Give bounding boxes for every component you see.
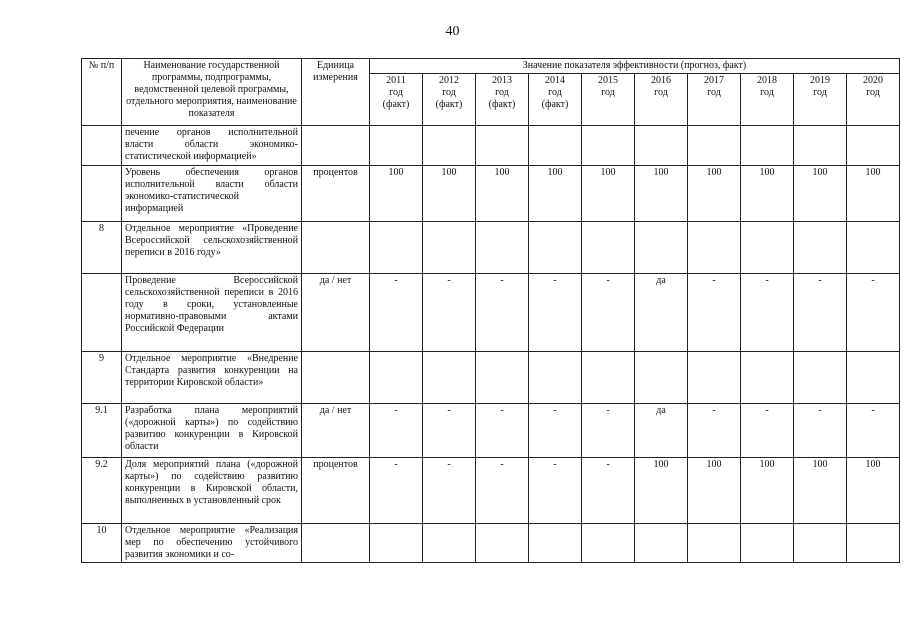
- header-unit: Единица измерения: [302, 59, 370, 126]
- row-number: 9.2: [82, 458, 122, 524]
- header-year-2020: [847, 74, 900, 126]
- row-unit: [302, 524, 370, 563]
- header-year-2016: [635, 74, 688, 126]
- row-value-2015: 100: [582, 166, 635, 222]
- row-value-2020: [847, 222, 900, 274]
- row-value-2020: -: [847, 274, 900, 352]
- header-year-2019: [794, 74, 847, 126]
- header-year-year: 2019: [810, 75, 830, 86]
- row-value-2014: -: [529, 404, 582, 458]
- row-value-2014: -: [529, 458, 582, 524]
- row-value-2020: [847, 126, 900, 166]
- header-year-suffix: год: [495, 87, 509, 98]
- row-value-2013: [476, 126, 529, 166]
- row-value-2014: [529, 126, 582, 166]
- row-value-2020: [847, 524, 900, 563]
- row-value-2019: [794, 352, 847, 404]
- row-number: 8: [82, 222, 122, 274]
- row-value-2016: [635, 352, 688, 404]
- row-value-2018: [741, 222, 794, 274]
- row-value-2012: [423, 352, 476, 404]
- row-value-2013: -: [476, 404, 529, 458]
- row-value-2014: [529, 222, 582, 274]
- header-year-suffix: год: [389, 87, 403, 98]
- row-value-2016: да: [635, 404, 688, 458]
- header-year-suffix: год: [813, 87, 827, 98]
- table-row: [82, 458, 900, 524]
- row-value-2018: 100: [741, 458, 794, 524]
- row-value-2019: 100: [794, 166, 847, 222]
- header-year-year: 2018: [757, 75, 777, 86]
- header-year-year: 2012: [439, 75, 459, 86]
- row-value-2020: [847, 352, 900, 404]
- row-value-2013: 100: [476, 166, 529, 222]
- row-value-2012: [423, 126, 476, 166]
- row-number: 9.1: [82, 404, 122, 458]
- row-value-2018: [741, 126, 794, 166]
- row-value-2018: [741, 352, 794, 404]
- header-year-note: (факт): [488, 99, 516, 110]
- row-value-2011: -: [370, 404, 423, 458]
- header-year-2014: [529, 74, 582, 126]
- table-row: [82, 222, 900, 274]
- header-year-suffix: год: [760, 87, 774, 98]
- row-unit: процентов: [302, 458, 370, 524]
- row-value-2012: 100: [423, 166, 476, 222]
- row-value-2012: -: [423, 458, 476, 524]
- row-unit: [302, 352, 370, 404]
- row-value-2019: -: [794, 274, 847, 352]
- header-year-note: (факт): [435, 99, 463, 110]
- header-year-note: (факт): [541, 99, 569, 110]
- row-name: Отдельное мероприятие «Внедрение Стандарта развития конкуренции на территории Кировской области»: [122, 352, 302, 404]
- row-value-2015: [582, 524, 635, 563]
- row-value-2017: 100: [688, 458, 741, 524]
- row-unit: [302, 126, 370, 166]
- row-unit: процентов: [302, 166, 370, 222]
- row-unit: да / нет: [302, 404, 370, 458]
- header-year-2018: [741, 74, 794, 126]
- row-value-2013: [476, 222, 529, 274]
- row-value-2013: [476, 352, 529, 404]
- row-unit: да / нет: [302, 274, 370, 352]
- row-value-2016: 100: [635, 166, 688, 222]
- row-value-2017: [688, 126, 741, 166]
- row-value-2020: 100: [847, 458, 900, 524]
- row-value-2014: 100: [529, 166, 582, 222]
- row-number: [82, 126, 122, 166]
- row-value-2011: 100: [370, 166, 423, 222]
- row-value-2014: [529, 524, 582, 563]
- row-value-2013: [476, 524, 529, 563]
- row-name: Доля мероприятий плана («дорожной карты») по содействию развитию конкуренции в Кировской области, выполненных в установленный срок: [122, 458, 302, 524]
- row-value-2019: [794, 222, 847, 274]
- row-value-2020: -: [847, 404, 900, 458]
- header-year-2015: [582, 74, 635, 126]
- row-value-2015: [582, 222, 635, 274]
- row-name: Отдельное мероприятие «Реализация мер по обеспечению устойчивого развития экономики и со-: [122, 524, 302, 563]
- header-year-2012: [423, 74, 476, 126]
- row-value-2016: [635, 126, 688, 166]
- header-year-year: 2016: [651, 75, 671, 86]
- table-row: [82, 352, 900, 404]
- row-value-2016: 100: [635, 458, 688, 524]
- header-year-year: 2017: [704, 75, 724, 86]
- row-value-2019: 100: [794, 458, 847, 524]
- row-value-2015: [582, 352, 635, 404]
- row-name: Отдельное мероприятие «Проведение Всероссийской сельскохозяйственной переписи в 2016 году»: [122, 222, 302, 274]
- row-value-2017: 100: [688, 166, 741, 222]
- row-value-2017: [688, 222, 741, 274]
- row-value-2020: 100: [847, 166, 900, 222]
- header-year-suffix: год: [866, 87, 880, 98]
- row-value-2015: [582, 126, 635, 166]
- header-year-year: 2011: [386, 75, 406, 86]
- row-value-2015: -: [582, 404, 635, 458]
- table-row: [82, 404, 900, 458]
- header-year-note: (факт): [382, 99, 410, 110]
- row-value-2018: 100: [741, 166, 794, 222]
- row-name: печение органов исполнительной власти области экономико-статистической информацией»: [122, 126, 302, 166]
- row-value-2017: -: [688, 404, 741, 458]
- row-value-2011: -: [370, 274, 423, 352]
- table-row: [82, 126, 900, 166]
- row-number: [82, 274, 122, 352]
- row-value-2011: [370, 524, 423, 563]
- row-value-2016: [635, 222, 688, 274]
- row-name: Разработка плана мероприятий («дорожной карты») по содействию развитию конкуренции в Кировской области: [122, 404, 302, 458]
- row-value-2013: -: [476, 274, 529, 352]
- row-value-2012: [423, 524, 476, 563]
- row-value-2019: [794, 126, 847, 166]
- header-year-2011: [370, 74, 423, 126]
- row-value-2018: [741, 524, 794, 563]
- row-value-2012: [423, 222, 476, 274]
- row-value-2018: -: [741, 404, 794, 458]
- row-name: Уровень обеспечения органов исполнительной власти области экономико-статистической информацией: [122, 166, 302, 222]
- indicators-table: [81, 58, 900, 563]
- header-year-2017: [688, 74, 741, 126]
- row-value-2012: -: [423, 274, 476, 352]
- header-year-suffix: год: [707, 87, 721, 98]
- row-value-2017: [688, 352, 741, 404]
- table-row: [82, 524, 900, 563]
- header-year-year: 2015: [598, 75, 618, 86]
- row-value-2018: -: [741, 274, 794, 352]
- header-year-year: 2020: [863, 75, 883, 86]
- row-value-2011: [370, 126, 423, 166]
- header-year-suffix: год: [601, 87, 615, 98]
- row-value-2011: [370, 222, 423, 274]
- row-number: [82, 166, 122, 222]
- header-year-suffix: год: [548, 87, 562, 98]
- row-value-2012: -: [423, 404, 476, 458]
- row-value-2011: -: [370, 458, 423, 524]
- row-value-2014: [529, 352, 582, 404]
- table-row: [82, 274, 900, 352]
- row-value-2016: да: [635, 274, 688, 352]
- page-number: 40: [445, 24, 460, 39]
- table-row: [82, 166, 900, 222]
- row-value-2019: -: [794, 404, 847, 458]
- header-name: Наименование государственной программы, подпрограммы, ведомственной целевой программы, отдельного мероприятия, наименование показателя: [122, 59, 302, 126]
- row-name: Проведение Всероссийской сельскохозяйственной переписи в 2016 году в сроки, установленные нормативно-правовыми актами Российской Федерации: [122, 274, 302, 352]
- row-unit: [302, 222, 370, 274]
- row-value-2017: -: [688, 274, 741, 352]
- row-value-2015: -: [582, 458, 635, 524]
- row-value-2011: [370, 352, 423, 404]
- row-number: 9: [82, 352, 122, 404]
- row-value-2016: [635, 524, 688, 563]
- row-value-2014: -: [529, 274, 582, 352]
- header-year-suffix: год: [654, 87, 668, 98]
- header-year-suffix: год: [442, 87, 456, 98]
- row-number: 10: [82, 524, 122, 563]
- row-value-2017: [688, 524, 741, 563]
- header-year-2013: [476, 74, 529, 126]
- row-value-2015: -: [582, 274, 635, 352]
- header-values-group: Значение показателя эффективности (прогноз, факт): [370, 59, 900, 74]
- header-year-year: 2014: [545, 75, 565, 86]
- row-value-2013: -: [476, 458, 529, 524]
- header-num: № п/п: [82, 59, 122, 126]
- header-year-year: 2013: [492, 75, 512, 86]
- row-value-2019: [794, 524, 847, 563]
